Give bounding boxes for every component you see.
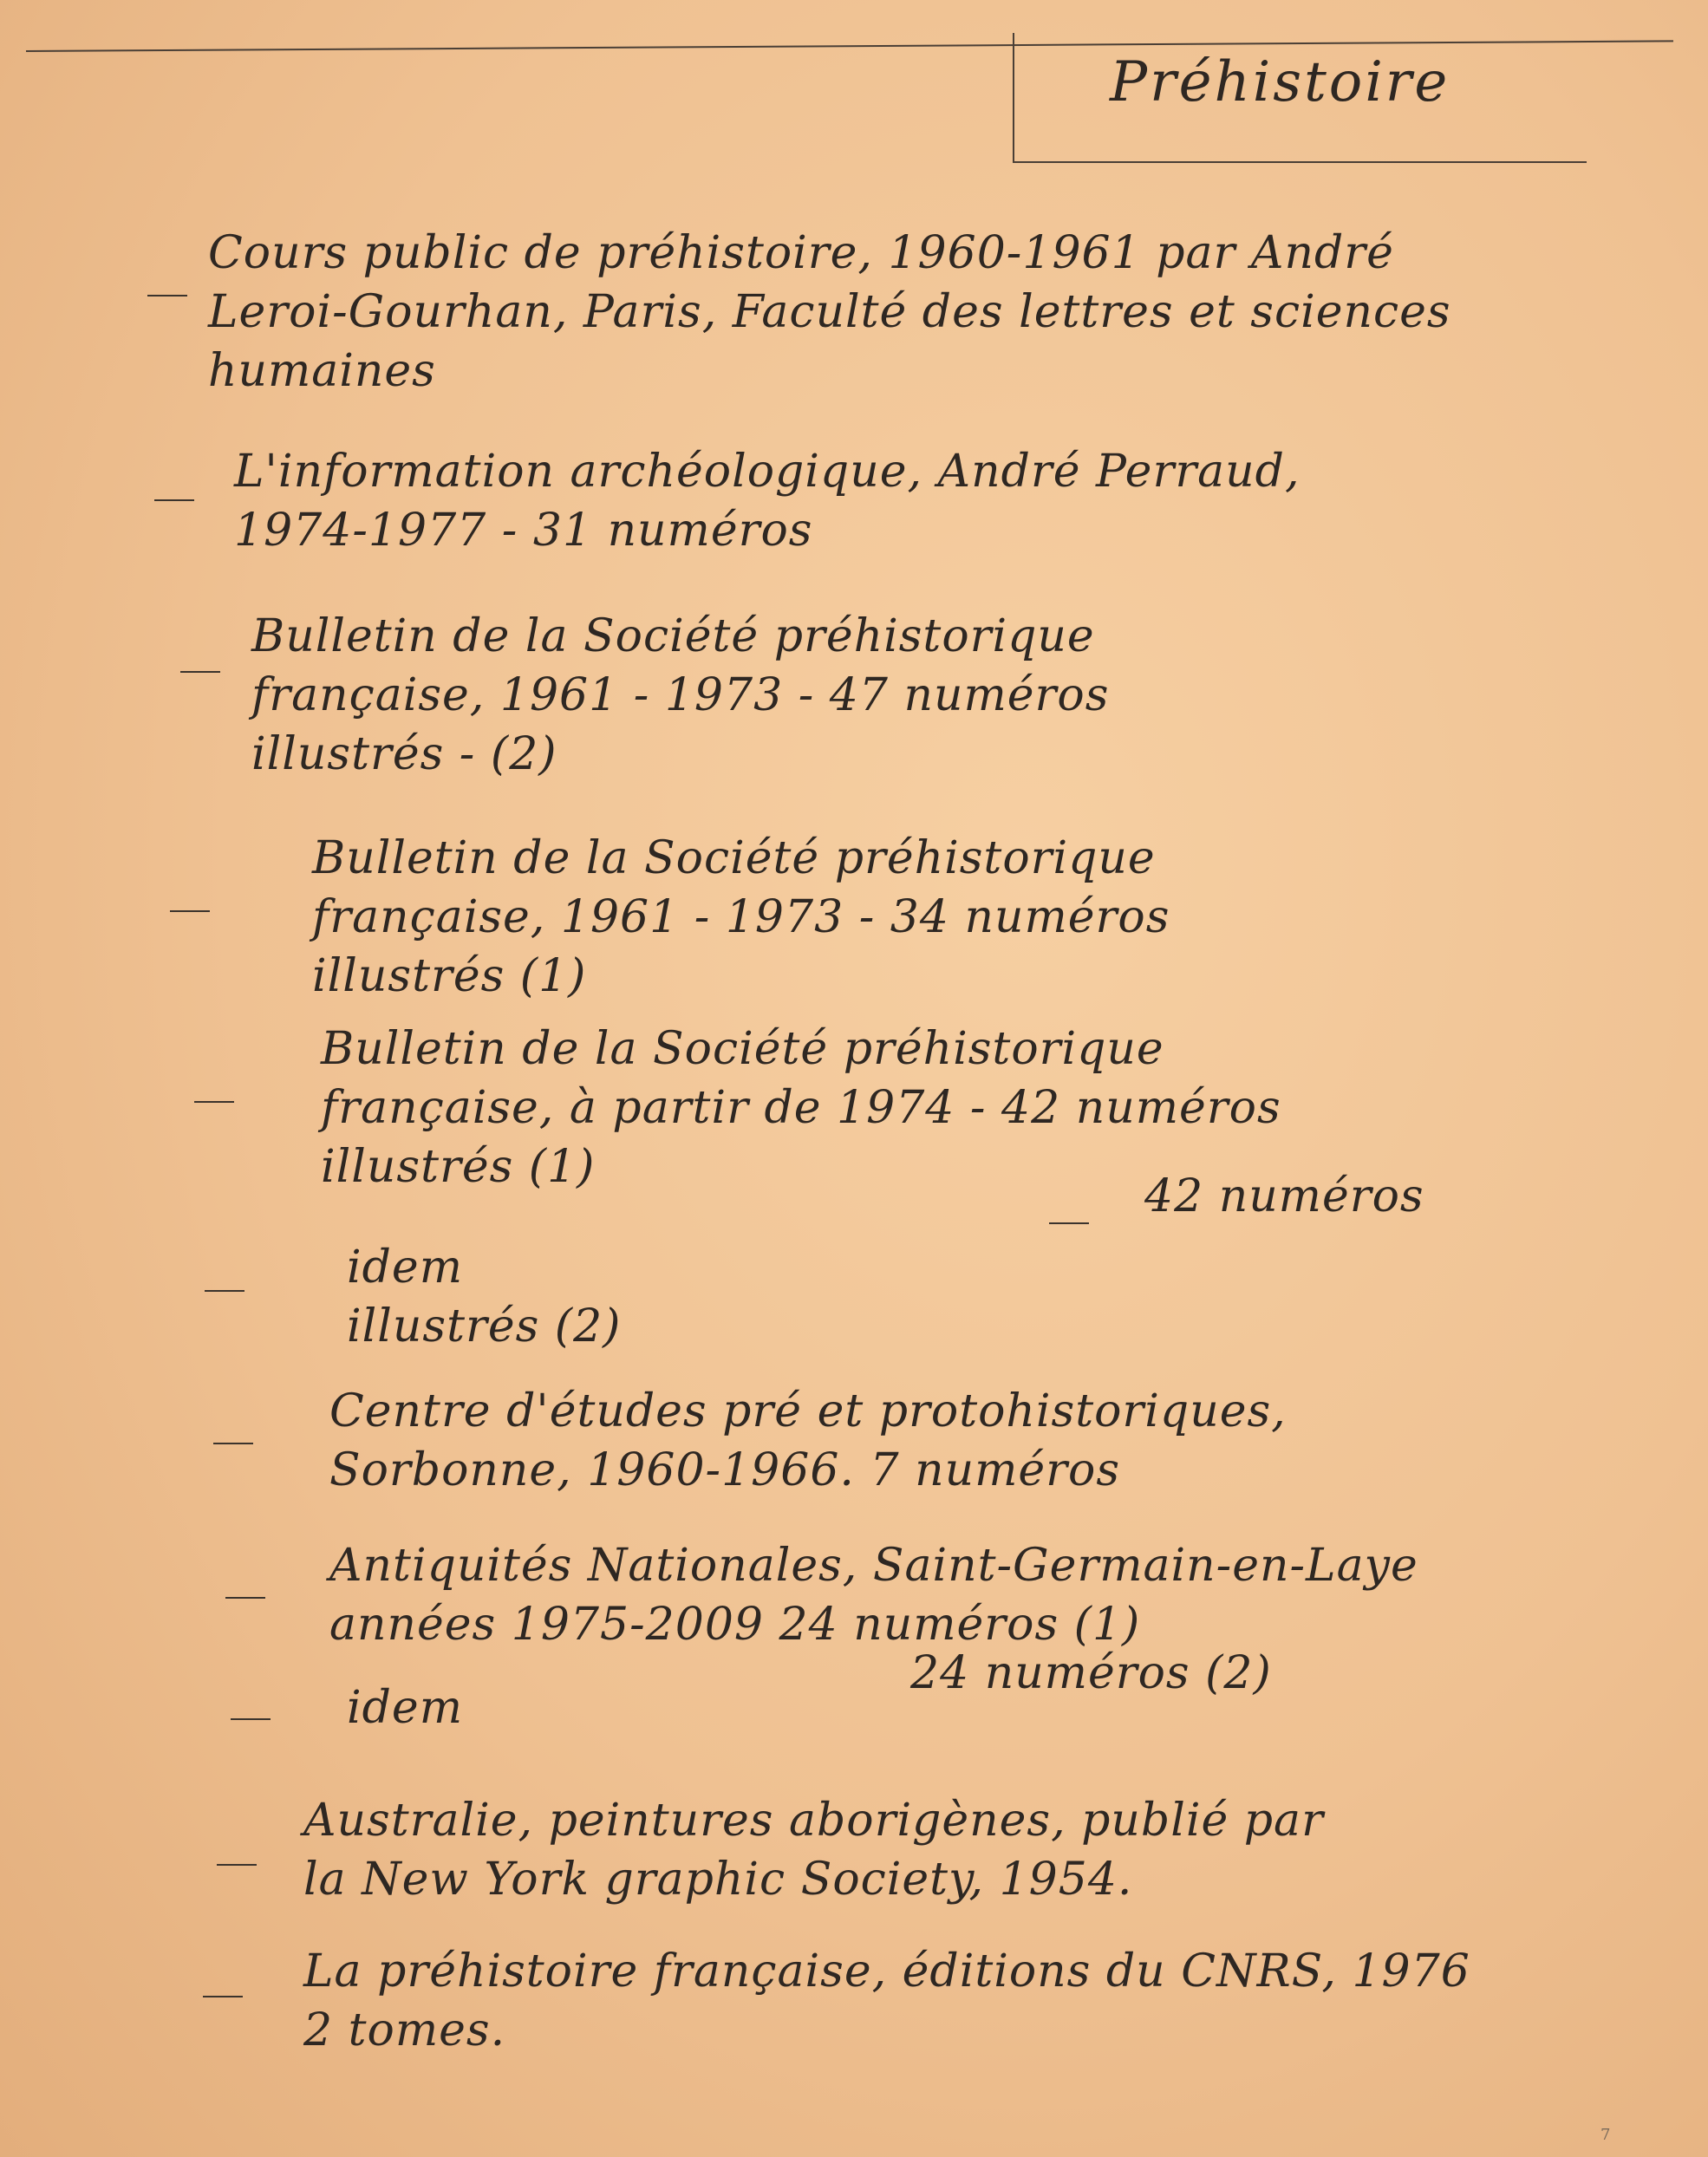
page-number: 7 <box>1600 2126 1611 2144</box>
bullet-dash <box>217 1864 257 1866</box>
entry-line: illustrés (1) <box>312 950 587 1002</box>
bullet-dash <box>194 1101 234 1103</box>
bullet-dash <box>213 1443 253 1444</box>
entry-line: années 1975-2009 24 numéros (1) <box>329 1599 1141 1651</box>
bullet-dash <box>225 1597 265 1599</box>
bullet-dash <box>170 910 210 912</box>
entry-line: Bulletin de la Société préhistorique <box>251 610 1095 662</box>
note-dash <box>1049 1222 1089 1224</box>
header-box <box>1013 33 1587 163</box>
entry-line: Cours public de préhistoire, 1960-1961 par André <box>208 227 1394 279</box>
entry-note: 42 numéros <box>1144 1170 1424 1222</box>
entry-line: illustrés (2) <box>347 1300 622 1352</box>
entry-line: Australie, peintures aborigènes, publié par <box>303 1795 1324 1847</box>
entry-line: idem <box>347 1241 463 1294</box>
bullet-dash <box>154 499 194 501</box>
entry-line: française, 1961 - 1973 - 47 numéros <box>251 669 1110 721</box>
entry-line: Bulletin de la Société préhistorique <box>321 1023 1164 1075</box>
entry-line: idem <box>347 1682 463 1734</box>
entry-line: française, 1961 - 1973 - 34 numéros <box>312 891 1170 943</box>
bullet-dash <box>231 1718 271 1720</box>
entry-line: Centre d'études pré et protohistoriques, <box>329 1385 1287 1437</box>
entry-line: L'information archéologique, André Perraud, <box>234 446 1301 498</box>
entry-line: illustrés (1) <box>321 1141 596 1193</box>
entry-line: la New York graphic Society, 1954. <box>303 1854 1133 1906</box>
bullet-dash <box>180 671 220 673</box>
entry-line: La préhistoire française, éditions du CNRS, 1976 <box>303 1945 1470 1997</box>
entry-line: 2 tomes. <box>303 2004 506 2056</box>
bullet-dash <box>203 1996 243 1997</box>
entry-line: Bulletin de la Société préhistorique <box>312 832 1156 884</box>
page-title: Préhistoire <box>1110 50 1450 114</box>
entry-note: 24 numéros (2) <box>910 1647 1272 1699</box>
entry-line: illustrés - (2) <box>251 728 557 780</box>
bullet-dash <box>147 295 187 297</box>
entry-line: Sorbonne, 1960-1966. 7 numéros <box>329 1444 1121 1496</box>
entry-line: française, à partir de 1974 - 42 numéros <box>321 1082 1281 1134</box>
entry-line: 1974-1977 - 31 numéros <box>234 505 813 557</box>
entry-line: Antiquités Nationales, Saint-Germain-en-Laye <box>329 1540 1418 1592</box>
bullet-dash <box>205 1290 244 1292</box>
entry-line: Leroi-Gourhan, Paris, Faculté des lettres et sciences <box>208 286 1451 338</box>
entry-line: humaines <box>208 345 436 397</box>
